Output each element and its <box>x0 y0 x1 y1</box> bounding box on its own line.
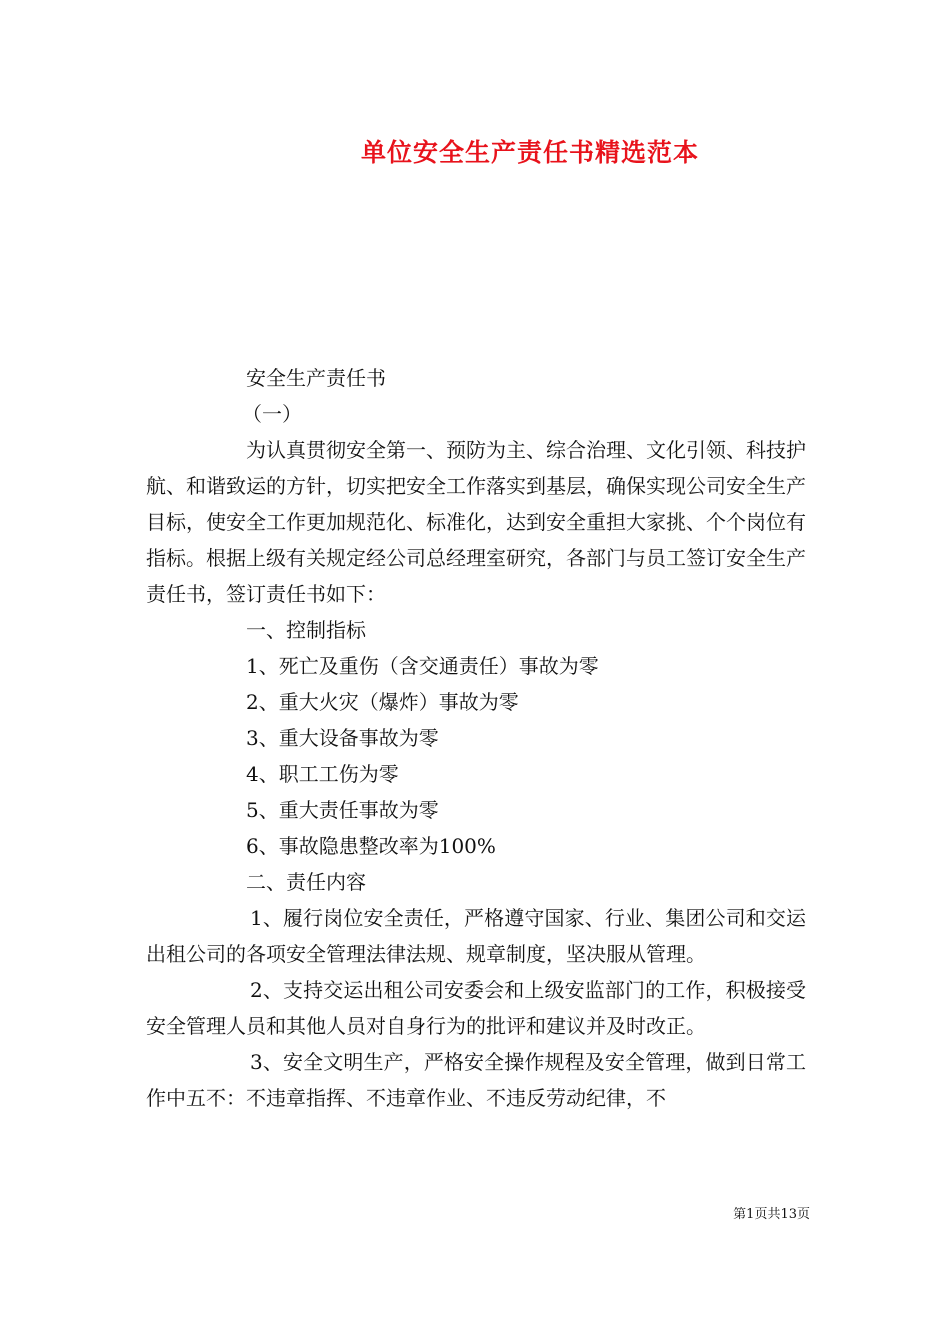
list-item: 6、事故隐患整改率为100% <box>246 834 496 858</box>
page-number: 第1页共13页 <box>733 1207 810 1222</box>
intro-paragraph: 为认真贯彻安全第一、预防为主、综合治理、文化引领、科技护航、和谐致运的方针，切实把安全工作落实到基层，确保实现公司安全生产目标，使安全工作更加规范化、标准化，达到安全重担大家挑、个个岗位有指标。根据上级有关规定经公司总经理室研究，各部门与员工签订安全生产责任书，签订责任书如下： <box>146 438 806 606</box>
section-number: （一） <box>242 402 302 426</box>
document-body <box>146 360 806 1116</box>
document-heading: 安全生产责任书 <box>246 366 386 390</box>
responsibility-paragraph: 1、履行岗位安全责任，严格遵守国家、行业、集团公司和交运出租公司的各项安全管理法律法规、规章制度，坚决服从管理。 <box>146 906 806 966</box>
list-item: 2、重大火灾（爆炸）事故为零 <box>246 690 519 714</box>
section2-heading: 二、责任内容 <box>246 870 366 894</box>
list-item: 4、职工工伤为零 <box>246 762 399 786</box>
document-title: 单位安全生产责任书精选范本 <box>360 138 699 167</box>
list-item: 1、死亡及重伤（含交通责任）事故为零 <box>246 654 599 678</box>
responsibility-paragraph: 2、支持交运出租公司安委会和上级安监部门的工作，积极接受安全管理人员和其他人员对自身行为的批评和建议并及时改正。 <box>146 978 806 1038</box>
list-item: 5、重大责任事故为零 <box>246 798 439 822</box>
section1-heading: 一、控制指标 <box>246 618 366 642</box>
list-item: 3、重大设备事故为零 <box>246 726 439 750</box>
responsibility-paragraph: 3、安全文明生产，严格安全操作规程及安全管理，做到日常工作中五不：不违章指挥、不违章作业、不违反劳动纪律，不 <box>146 1050 806 1110</box>
